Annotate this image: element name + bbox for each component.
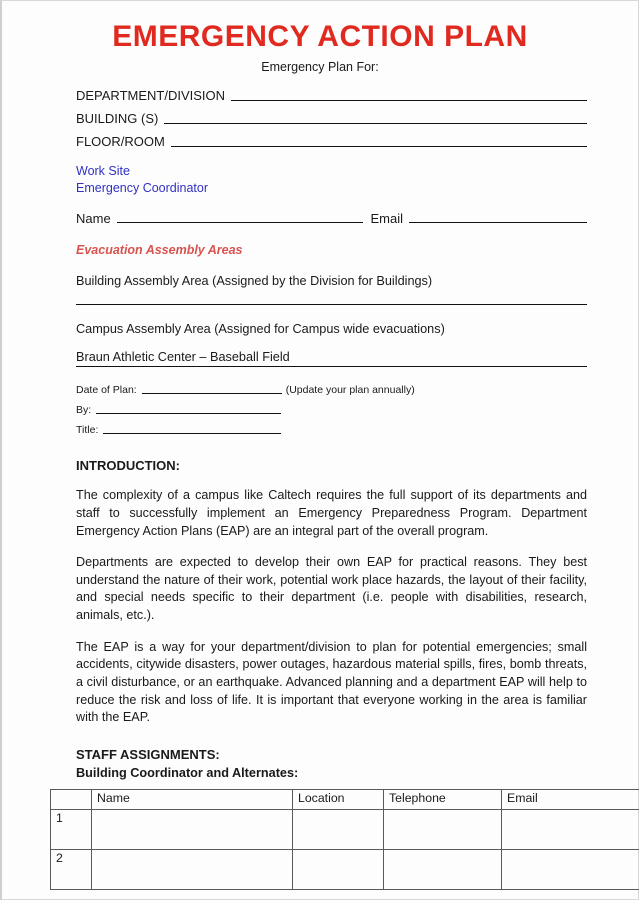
page-subtitle: Emergency Plan For: <box>261 59 379 74</box>
field-input-building[interactable] <box>164 123 587 124</box>
table-header-email: Email <box>502 789 639 809</box>
document-sheet <box>2 1 638 899</box>
coordinator-name-email-row <box>2 211 638 226</box>
table-row <box>51 849 639 889</box>
table-header-index <box>51 789 92 809</box>
building-assembly-input[interactable] <box>76 304 587 305</box>
field-label-email: Email <box>370 211 404 227</box>
field-label-department: DEPARTMENT/DIVISION <box>76 87 226 103</box>
plan-meta-block <box>2 384 638 436</box>
page-title: EMERGENCY ACTION PLAN <box>112 20 528 53</box>
table-cell-index-2: 2 <box>51 849 92 889</box>
table-cell-telephone-2[interactable] <box>384 849 502 889</box>
field-input-email[interactable] <box>409 222 587 223</box>
prepared-by-row <box>76 404 638 416</box>
date-of-plan-label: Date of Plan: <box>76 384 137 397</box>
table-cell-location-2[interactable] <box>293 849 384 889</box>
table-header-name: Name <box>92 789 293 809</box>
table-cell-email-1[interactable] <box>502 809 639 849</box>
table-cell-name-1[interactable] <box>92 809 293 849</box>
campus-assembly-value[interactable]: Braun Athletic Center – Baseball Field <box>76 350 587 367</box>
building-coordinator-subheading: Building Coordinator and Alternates: <box>76 765 299 780</box>
field-input-department[interactable] <box>231 100 587 101</box>
field-row-department <box>76 88 587 104</box>
campus-assembly-label: Campus Assembly Area (Assigned for Campus wide evacuations) <box>76 322 445 337</box>
evacuation-section-title: Evacuation Assembly Areas <box>76 243 243 258</box>
date-of-plan-note: (Update your plan annually) <box>285 384 415 397</box>
introduction-paragraph-1: The complexity of a campus like Caltech requires the full support of its departments and staff to successfully implement an Emergency Preparedness Program. Department Emergency Action Plans (EAP) are an integral part of the overall program. <box>76 488 587 538</box>
field-row-floor-room <box>76 134 587 150</box>
prepared-by-label: By: <box>76 404 92 417</box>
field-label-floor-room: FLOOR/ROOM <box>76 134 165 149</box>
preparer-title-row <box>76 424 638 436</box>
introduction-paragraph-3: The EAP is a way for your department/division to plan for potential emergencies; small accidents, citywide disasters, power outages, hazardous material spills, fires, bomb threats, a civil disturbance, or an earthquake. Advanced planning and a department EAP will help to reduce the risk and loss of life. It is important that everyone working in the area is familiar with the EAP. <box>76 639 587 725</box>
introduction-paragraph-2: Departments are expected to develop their own EAP for practical reasons. They best understand the nature of their work, potential work place hazards, the layout of their facility, and special needs specific to their department (i.e. people with disabilities, research, animals, etc.). <box>76 555 587 622</box>
preparer-title-input[interactable] <box>103 433 281 434</box>
coordinator-heading <box>2 163 638 196</box>
field-label-building: BUILDING (S) <box>76 110 159 126</box>
field-row-building <box>76 111 587 127</box>
table-cell-name-2[interactable] <box>92 849 293 889</box>
coordinator-heading-line1: Work Site <box>76 164 130 179</box>
prepared-by-input[interactable] <box>96 413 281 414</box>
preparer-title-label: Title: <box>76 424 99 437</box>
table-cell-email-2[interactable] <box>502 849 639 889</box>
staff-assignments-table <box>50 789 639 890</box>
building-assembly-label: Building Assembly Area (Assigned by the Division for Buildings) <box>76 274 433 289</box>
introduction-heading: INTRODUCTION: <box>76 458 180 474</box>
table-cell-telephone-1[interactable] <box>384 809 502 849</box>
field-input-floor-room[interactable] <box>171 146 587 147</box>
table-header-row <box>51 789 639 809</box>
header-fields <box>2 88 638 151</box>
field-input-name[interactable] <box>117 222 363 223</box>
staff-assignments-heading: STAFF ASSIGNMENTS: <box>76 746 220 762</box>
table-cell-index-1: 1 <box>51 809 92 849</box>
date-of-plan-row <box>76 384 638 396</box>
field-label-name: Name <box>76 211 111 227</box>
table-header-location: Location <box>293 789 384 809</box>
coordinator-heading-line2: Emergency Coordinator <box>76 180 209 195</box>
date-of-plan-input[interactable] <box>142 393 282 394</box>
table-header-telephone: Telephone <box>384 789 502 809</box>
table-cell-location-1[interactable] <box>293 809 384 849</box>
table-row <box>51 809 639 849</box>
